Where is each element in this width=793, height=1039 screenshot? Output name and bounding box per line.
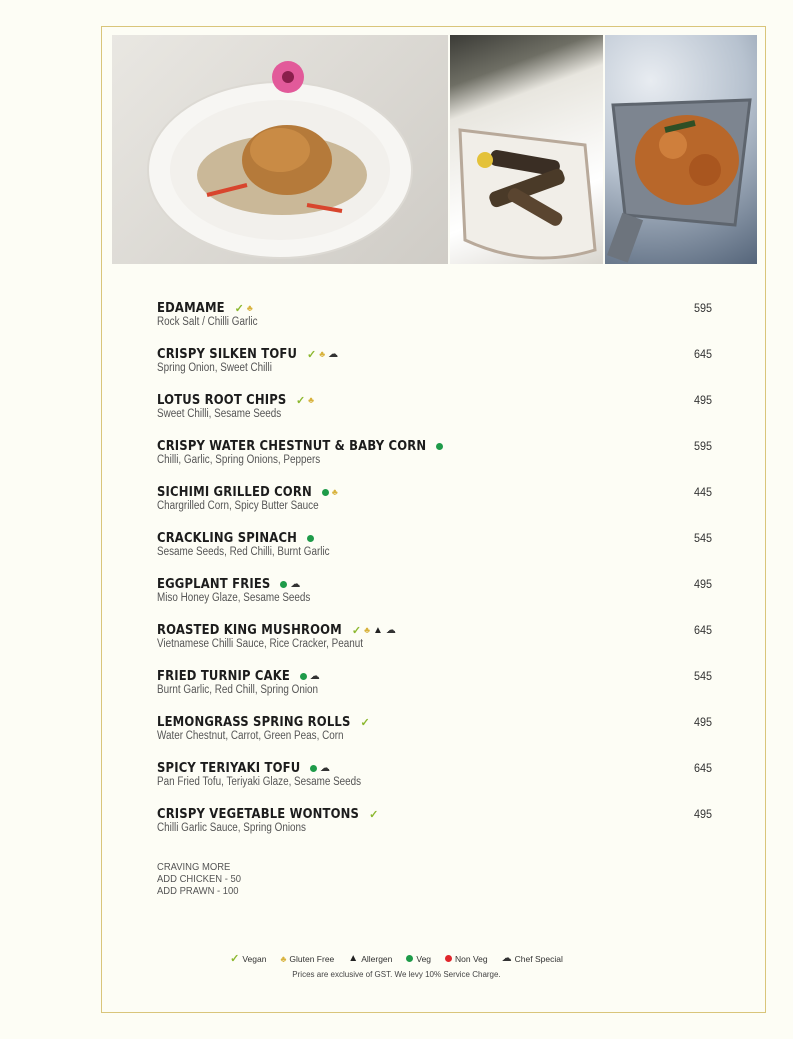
menu-item-icons — [369, 808, 378, 821]
chef-hat-icon: ☁ — [290, 578, 301, 590]
legend — [0, 952, 793, 965]
menu-item — [157, 482, 712, 526]
chef-hat-icon: ☁ — [309, 670, 320, 682]
menu-item-description: Pan Fried Tofu, Teriyaki Glaze, Sesame Seeds — [157, 776, 362, 788]
menu-item-description: Vietnamese Chilli Sauce, Rice Cracker, Peanut — [157, 638, 363, 650]
menu-item-icons — [352, 624, 396, 637]
menu-item-icons — [307, 535, 314, 542]
menu-item-icons — [300, 671, 320, 682]
chef-hat-icon: ☁ — [320, 762, 331, 774]
legend-gluten-free: ♣ Gluten Free — [280, 953, 335, 964]
legend-allergen: ▲ Allergen — [348, 953, 393, 964]
menu-item — [157, 574, 712, 618]
menu-item-name: CRACKLING SPINACH — [157, 530, 298, 546]
plate-illustration — [112, 35, 448, 264]
menu-item-description: Sweet Chilli, Sesame Seeds — [157, 408, 282, 420]
menu-item-name: SICHIMI GRILLED CORN — [157, 484, 312, 500]
menu-item-name-row — [157, 482, 712, 502]
menu-item-description: Sesame Seeds, Red Chilli, Burnt Garlic — [157, 546, 330, 558]
allergen-icon: ▲ — [373, 624, 383, 636]
menu-item-price: 595 — [693, 301, 712, 315]
vegan-icon: ✓ — [234, 302, 244, 315]
gluten-free-icon: ♣ — [319, 349, 326, 359]
menu-item-name-row — [157, 298, 712, 318]
vegan-icon: ✓ — [295, 394, 306, 407]
menu-item-icons — [296, 394, 314, 407]
menu-item-name-row — [157, 620, 712, 640]
menu-item-name-row — [157, 528, 712, 548]
add-ons-heading: CRAVING MORE — [157, 861, 231, 873]
menu-item-price: 645 — [693, 623, 712, 637]
menu-item-name: CRISPY SILKEN TOFU — [157, 346, 298, 362]
menu-item-name: LEMONGRASS SPRING ROLLS — [157, 714, 351, 730]
menu-item-name-row — [157, 758, 712, 778]
menu-item-name: EDAMAME — [157, 300, 225, 316]
menu-item-description: Chargrilled Corn, Spicy Butter Sauce — [157, 500, 319, 512]
vegan-icon: ✓ — [307, 348, 317, 361]
menu-item-price: 495 — [693, 393, 712, 407]
veg-icon — [310, 765, 317, 772]
menu-item-name-row — [157, 666, 712, 686]
menu-item-description: Chilli, Garlic, Spring Onions, Peppers — [157, 454, 321, 466]
menu-item-description: Burnt Garlic, Red Chill, Spring Onion — [157, 684, 319, 696]
menu-item-price: 645 — [693, 761, 712, 775]
menu-item-description: Water Chestnut, Carrot, Green Peas, Corn — [157, 730, 344, 742]
menu-item — [157, 666, 712, 710]
menu-item-name: SPICY TERIYAKI TOFU — [157, 760, 301, 776]
menu-item-name: ROASTED KING MUSHROOM — [157, 622, 342, 638]
legend-chef-special: ☁ Chef Special — [501, 953, 563, 964]
tax-note: Prices are exclusive of GST. We levy 10% Service Charge. — [292, 970, 501, 979]
dish-photo-mushroom — [605, 35, 757, 264]
veg-icon — [322, 489, 329, 496]
gluten-free-icon: ♣ — [246, 303, 253, 313]
chef-hat-icon: ☁ — [328, 348, 339, 360]
menu-item-price: 495 — [693, 577, 712, 591]
menu-item — [157, 390, 712, 434]
veg-icon — [307, 535, 314, 542]
menu-item-description: Rock Salt / Chilli Garlic — [157, 316, 258, 328]
menu-item — [157, 620, 712, 664]
menu-item-description: Miso Honey Glaze, Sesame Seeds — [157, 592, 311, 604]
legend-vegan: ✓ Vegan — [230, 953, 267, 965]
skillet-illustration — [605, 35, 757, 264]
menu-item-name: FRIED TURNIP CAKE — [157, 668, 291, 684]
menu-item-name: EGGPLANT FRIES — [157, 576, 271, 592]
menu-item-name-row — [157, 712, 712, 732]
gluten-free-icon: ♣ — [280, 953, 287, 964]
menu-item-price: 645 — [693, 347, 712, 361]
menu-item-name-row — [157, 804, 712, 824]
chef-hat-icon: ☁ — [501, 953, 512, 964]
veg-icon — [300, 673, 307, 680]
menu-item-name: CRISPY VEGETABLE WONTONS — [157, 806, 360, 822]
menu-item — [157, 712, 712, 756]
chef-hat-icon: ☁ — [385, 624, 396, 636]
menu-item-icons — [310, 763, 330, 774]
menu-item-icons — [280, 579, 300, 590]
menu-item-price: 495 — [693, 807, 712, 821]
menu-item-price: 545 — [693, 531, 712, 545]
menu-item — [157, 298, 712, 342]
veg-icon — [406, 955, 413, 962]
menu-item — [157, 528, 712, 572]
menu-item-icons — [436, 443, 443, 450]
add-ons — [157, 861, 241, 897]
add-prawn: ADD PRAWN - 100 — [157, 885, 239, 897]
gluten-free-icon: ♣ — [331, 487, 338, 497]
menu-item-icons — [322, 487, 338, 497]
add-chicken: ADD CHICKEN - 50 — [157, 873, 242, 885]
menu-item-icons — [361, 716, 370, 729]
photo-strip — [112, 35, 757, 264]
dish-illustration — [450, 35, 603, 264]
veg-icon — [436, 443, 443, 450]
menu-item-icons — [235, 302, 253, 315]
vegan-icon: ✓ — [360, 716, 370, 729]
menu-item-name-row — [157, 390, 712, 410]
menu-item-description: Spring Onion, Sweet Chilli — [157, 362, 272, 374]
menu-item-name-row — [157, 436, 712, 456]
legend-non-veg: Non Veg — [445, 954, 488, 964]
menu-item — [157, 804, 712, 848]
non-veg-icon — [445, 955, 452, 962]
vegan-icon: ✓ — [351, 624, 362, 637]
menu-item — [157, 344, 712, 388]
menu-item-name-row — [157, 344, 712, 364]
menu-item-icons — [307, 348, 338, 361]
vegan-icon: ✓ — [230, 953, 240, 965]
menu-item-name: LOTUS ROOT CHIPS — [157, 392, 287, 408]
veg-icon — [280, 581, 287, 588]
menu-item-price: 595 — [693, 439, 712, 453]
dish-photo-tofu — [112, 35, 448, 264]
menu-item — [157, 436, 712, 480]
menu-item-name: CRISPY WATER CHESTNUT & BABY CORN — [157, 438, 427, 454]
vegan-icon: ✓ — [369, 808, 379, 821]
menu-item-price: 445 — [693, 485, 712, 499]
gluten-free-icon: ♣ — [308, 395, 315, 405]
allergen-icon: ▲ — [348, 953, 359, 964]
menu-item-name-row — [157, 574, 712, 594]
menu-item-price: 495 — [693, 715, 712, 729]
dish-photo-eggplant — [450, 35, 603, 264]
menu-item — [157, 758, 712, 802]
gluten-free-icon: ♣ — [364, 625, 370, 635]
legend-veg: Veg — [406, 954, 431, 964]
menu-item-description: Chilli Garlic Sauce, Spring Onions — [157, 822, 306, 834]
menu-item-price: 545 — [693, 669, 712, 683]
